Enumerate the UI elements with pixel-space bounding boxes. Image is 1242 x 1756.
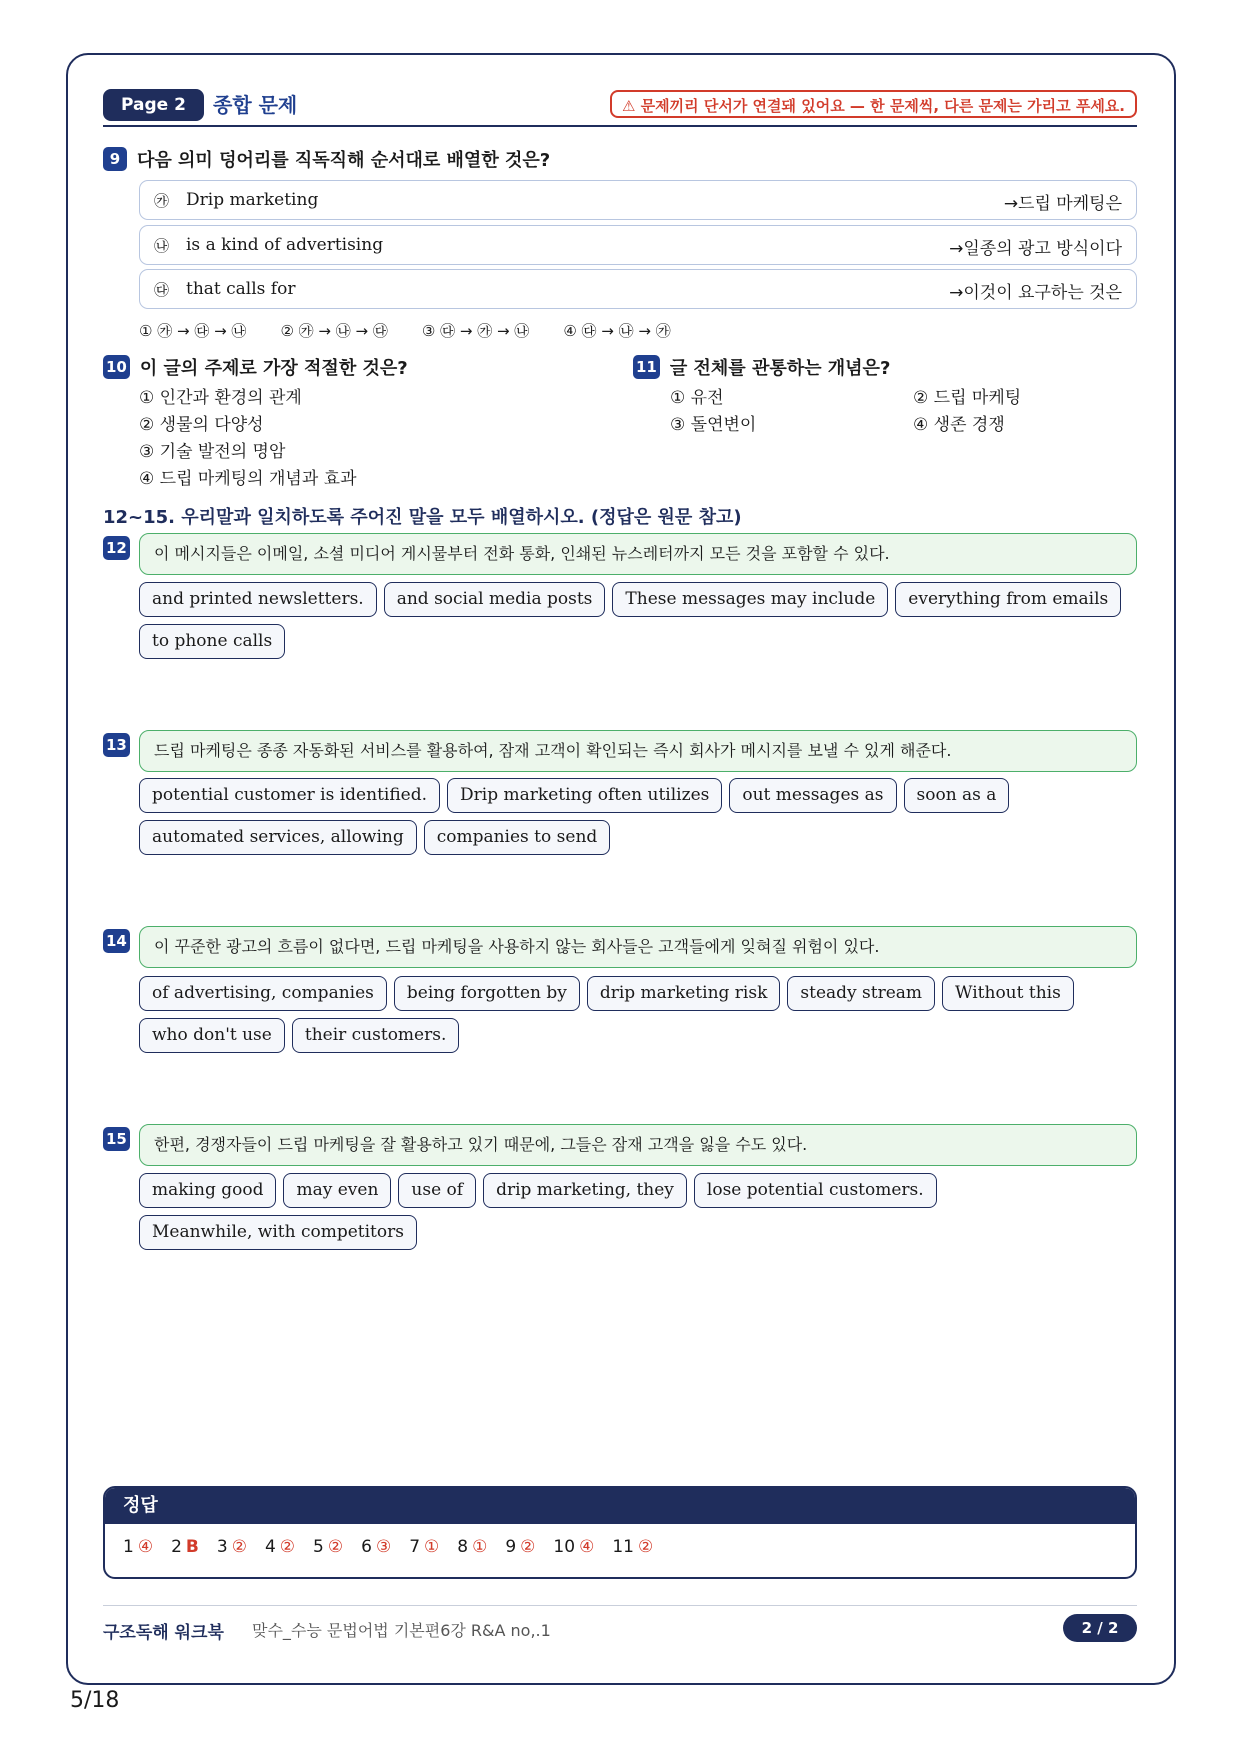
answer-value: ② xyxy=(327,1537,344,1557)
word-chip[interactable]: who don't use xyxy=(139,1018,285,1053)
question-11 xyxy=(633,354,890,380)
word-chip[interactable]: and social media posts xyxy=(384,582,606,617)
answer-item xyxy=(409,1537,439,1557)
question-10 xyxy=(103,354,408,380)
answer-value: B xyxy=(185,1537,199,1557)
option[interactable]: ③ 돌연변이 xyxy=(670,415,757,435)
page-title: 종합 문제 xyxy=(213,93,298,117)
question-10-options xyxy=(139,385,357,493)
question-9 xyxy=(103,146,550,172)
answer-key-title: 정답 xyxy=(105,1488,1135,1524)
sheet-counter: 5/18 xyxy=(70,1688,120,1713)
section-heading: 12~15. 우리말과 일치하도록 주어진 말을 모두 배열하시오. (정답은 원문 참고) xyxy=(103,507,742,528)
answer-item xyxy=(361,1537,391,1557)
answer-value: ④ xyxy=(137,1537,154,1557)
question-number-badge: 13 xyxy=(103,733,130,757)
question-number-badge: 15 xyxy=(103,1127,130,1151)
word-chip[interactable]: soon as a xyxy=(904,778,1010,813)
chunk-english: is a kind of advertising xyxy=(186,235,384,255)
word-chip[interactable]: automated services, allowing xyxy=(139,820,417,855)
chunk-row xyxy=(139,269,1137,309)
question-text: 글 전체를 관통하는 개념은? xyxy=(669,358,891,379)
word-chip[interactable]: drip marketing, they xyxy=(483,1173,687,1208)
answer-number: 7 xyxy=(409,1537,421,1557)
word-chip[interactable]: Drip marketing often utilizes xyxy=(447,778,722,813)
word-chip[interactable]: everything from emails xyxy=(895,582,1121,617)
answer-item xyxy=(265,1537,295,1557)
answer-number: 10 xyxy=(553,1537,576,1557)
word-chip[interactable]: of advertising, companies xyxy=(139,976,387,1011)
question-number-badge: 10 xyxy=(103,355,130,379)
option[interactable]: ④ ㉰ → ㉯ → ㉮ xyxy=(563,322,671,340)
answer-number: 4 xyxy=(264,1537,276,1557)
footer-subtitle: 맞수_수능 문법어법 기본편6강 R&A no,.1 xyxy=(252,1621,551,1640)
option[interactable]: ② ㉮ → ㉯ → ㉰ xyxy=(280,322,388,340)
answer-number: 5 xyxy=(313,1537,324,1557)
word-chip[interactable]: out messages as xyxy=(729,778,896,813)
chunk-korean: →일종의 광고 방식이다 xyxy=(949,239,1122,259)
word-chip[interactable]: lose potential customers. xyxy=(694,1173,937,1208)
word-chip[interactable]: Meanwhile, with competitors xyxy=(139,1215,417,1250)
word-chip[interactable]: potential customer is identified. xyxy=(139,778,440,813)
option[interactable]: ④ 드립 마케팅의 개념과 효과 xyxy=(139,469,357,489)
answer-number: 1 xyxy=(123,1537,134,1557)
answer-item xyxy=(313,1537,343,1557)
footer-page-indicator: 2 / 2 xyxy=(1063,1614,1137,1642)
option[interactable]: ① ㉮ → ㉰ → ㉯ xyxy=(139,322,247,340)
footer-brand: 구조독해 워크북 xyxy=(103,1623,224,1643)
korean-sentence-box: 한편, 경쟁자들이 드립 마케팅을 잘 활용하고 있기 때문에, 그들은 잠재 고객을 잃을 수도 있다. xyxy=(139,1124,1137,1166)
chunk-english: Drip marketing xyxy=(186,190,319,210)
word-chip[interactable]: making good xyxy=(139,1173,276,1208)
chunk-korean: →드립 마케팅은 xyxy=(1003,194,1122,214)
word-chip[interactable]: may even xyxy=(283,1173,391,1208)
option[interactable]: ② 생물의 다양성 xyxy=(139,415,264,435)
korean-sentence-box: 이 메시지들은 이메일, 소셜 미디어 게시물부터 전화 통화, 인쇄된 뉴스레터까지 모든 것을 포함할 수 있다. xyxy=(139,533,1137,575)
answer-value: ② xyxy=(637,1537,654,1557)
answer-value: ① xyxy=(424,1537,440,1557)
option[interactable]: ③ 기술 발전의 명암 xyxy=(139,442,286,462)
answer-value: ① xyxy=(472,1537,488,1557)
answer-number: 9 xyxy=(505,1537,517,1557)
word-chip[interactable]: and printed newsletters. xyxy=(139,582,377,617)
korean-sentence-box: 드립 마케팅은 종종 자동화된 서비스를 활용하여, 잠재 고객이 확인되는 즉시 회사가 메시지를 보낼 수 있게 해준다. xyxy=(139,730,1137,772)
word-chip[interactable]: their customers. xyxy=(292,1018,460,1053)
word-bank xyxy=(139,1173,1139,1250)
option[interactable]: ① 유전 xyxy=(670,388,724,408)
answer-item xyxy=(553,1537,594,1557)
word-bank xyxy=(139,582,1139,659)
chunk-row xyxy=(139,180,1137,220)
word-chip[interactable]: Without this xyxy=(942,976,1074,1011)
question-9-options xyxy=(139,320,671,341)
answer-item xyxy=(505,1537,535,1557)
chunk-mark: ㉰ xyxy=(154,281,170,299)
answer-value: ③ xyxy=(375,1537,392,1557)
chunk-mark: ㉯ xyxy=(154,237,170,255)
chunk-english: that calls for xyxy=(186,279,296,299)
option[interactable]: ③ ㉰ → ㉮ → ㉯ xyxy=(421,322,530,340)
question-text: 이 글의 주제로 가장 적절한 것은? xyxy=(139,358,408,379)
answer-item xyxy=(612,1537,653,1557)
option[interactable]: ① 인간과 환경의 관계 xyxy=(139,388,302,408)
question-11-options-right xyxy=(913,385,1021,439)
question-number-badge: 14 xyxy=(103,929,130,953)
answer-list xyxy=(105,1524,1135,1557)
question-number-badge: 11 xyxy=(633,355,660,379)
page-header xyxy=(103,89,1137,127)
page-badge: Page 2 xyxy=(103,89,204,121)
answer-number: 8 xyxy=(457,1537,469,1557)
word-chip[interactable]: These messages may include xyxy=(612,582,888,617)
question-text: 다음 의미 덩어리를 직독직해 순서대로 배열한 것은? xyxy=(137,150,551,171)
option[interactable]: ② 드립 마케팅 xyxy=(913,388,1022,408)
word-bank xyxy=(139,976,1139,1053)
answer-key xyxy=(103,1486,1137,1579)
word-chip[interactable]: being forgotten by xyxy=(394,976,580,1011)
answer-value: ④ xyxy=(579,1537,595,1557)
korean-sentence-box: 이 꾸준한 광고의 흐름이 없다면, 드립 마케팅을 사용하지 않는 회사들은 고객들에게 잊혀질 위험이 있다. xyxy=(139,926,1137,968)
word-chip[interactable]: companies to send xyxy=(424,820,611,855)
word-bank xyxy=(139,778,1139,855)
word-chip[interactable]: use of xyxy=(398,1173,476,1208)
question-number-badge: 9 xyxy=(103,147,127,171)
answer-number: 3 xyxy=(216,1537,228,1557)
word-chip[interactable]: to phone calls xyxy=(139,624,285,659)
answer-value: ② xyxy=(279,1537,296,1557)
answer-item xyxy=(123,1537,153,1557)
answer-number: 2 xyxy=(171,1537,182,1557)
answer-number: 11 xyxy=(612,1537,634,1557)
answer-number: 6 xyxy=(361,1537,372,1557)
chunk-mark: ㉮ xyxy=(154,192,170,210)
warning-banner: ⚠ 문제끼리 단서가 연결돼 있어요 — 한 문제씩, 다른 문제는 가리고 푸세요. xyxy=(610,90,1137,118)
chunk-row xyxy=(139,225,1137,265)
answer-item xyxy=(217,1537,247,1557)
question-number-badge: 12 xyxy=(103,536,130,560)
word-chip[interactable]: drip marketing risk xyxy=(587,976,781,1011)
answer-value: ② xyxy=(231,1537,247,1557)
answer-value: ② xyxy=(520,1537,536,1557)
question-11-options-left xyxy=(670,385,756,439)
footer-divider xyxy=(103,1605,1137,1606)
chunk-korean: →이것이 요구하는 것은 xyxy=(949,283,1122,303)
word-chip[interactable]: steady stream xyxy=(787,976,935,1011)
option[interactable]: ④ 생존 경쟁 xyxy=(913,415,1005,435)
answer-item xyxy=(171,1537,199,1557)
answer-item xyxy=(457,1537,487,1557)
